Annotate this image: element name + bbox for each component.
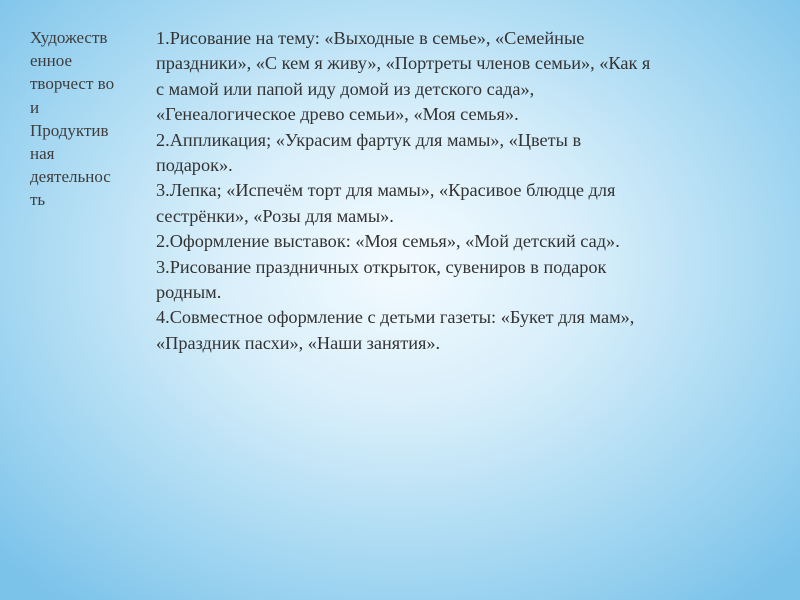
content-table — [26, 26, 756, 356]
activity-line: родным. — [156, 282, 222, 303]
activity-line: 1.Рисование на тему: «Выходные в семье», «Семейные — [156, 28, 585, 48]
activity-line: с мамой или папой иду домой из детского сада», — [156, 78, 535, 99]
category-line: енное — [30, 51, 72, 71]
activity-list-cell — [156, 26, 756, 356]
category-line: Художеств — [30, 28, 108, 47]
category-line: творчест во — [30, 74, 115, 94]
activity-category-cell — [26, 26, 148, 212]
category-line: деятельнос — [30, 167, 111, 187]
activity-line: 4.Совместное оформление с детьми газеты: «Букет для мам», — [156, 307, 635, 328]
activity-line: подарок». — [156, 155, 233, 176]
activity-line: сестрёнки», «Розы для мамы». — [156, 205, 394, 226]
activity-line: 2.Оформление выставок: «Моя семья», «Мой детский сад». — [156, 231, 620, 252]
category-line: ть — [30, 190, 46, 210]
category-line: Продуктив — [30, 120, 109, 140]
activity-line: 2.Аппликация; «Украсим фартук для мамы», «Цветы в — [156, 129, 582, 150]
activity-line: «Генеалогическое древо семьи», «Моя семья». — [156, 104, 519, 125]
activity-line: «Праздник пасхи», «Наши занятия». — [156, 332, 441, 353]
activity-line: праздники», «С кем я живу», «Портреты членов семьи», «Как я — [156, 53, 651, 74]
activity-line: 3.Лепка; «Испечём торт для мамы», «Красивое блюдце для — [156, 180, 616, 201]
category-line: и — [30, 97, 40, 117]
category-line: ная — [30, 144, 55, 164]
activity-line: 3.Рисование праздничных открыток, сувениров в подарок — [156, 256, 607, 277]
